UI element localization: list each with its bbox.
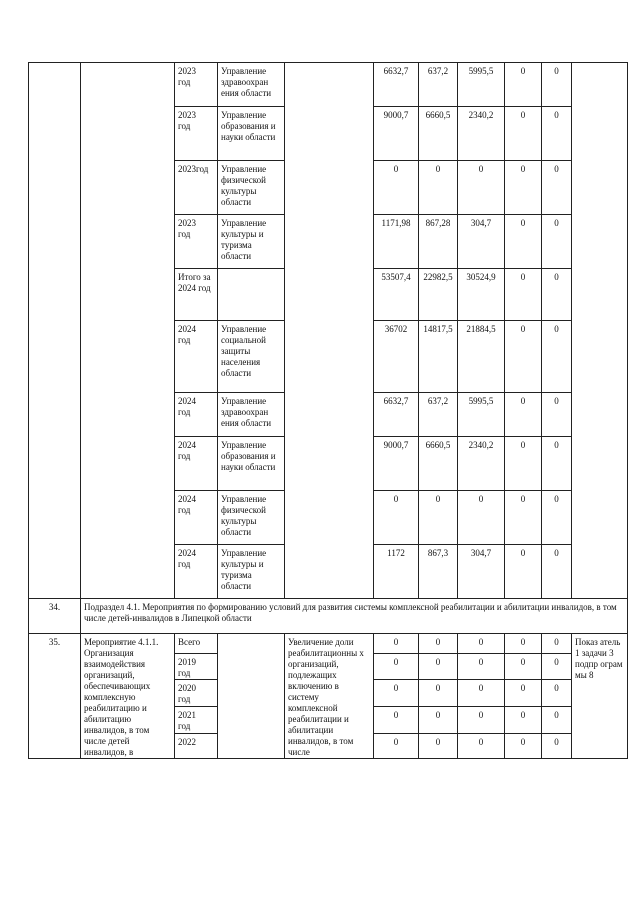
value-local: 0: [505, 634, 542, 654]
value-regional: 5995,5: [458, 393, 505, 437]
value-federal: 0: [419, 680, 458, 707]
value-total: 6632,7: [374, 63, 419, 107]
value-other: 0: [542, 393, 572, 437]
budget-table: [28, 62, 628, 759]
value-other: 0: [542, 107, 572, 161]
year-cell: 2023 год: [175, 63, 218, 107]
value-local: 0: [505, 107, 542, 161]
executor-cell: Управление социальной защиты населения области: [218, 321, 285, 393]
value-federal: 0: [419, 634, 458, 654]
section-title: Подраздел 4.1. Мероприятия по формированию условий для развития системы комплексной реабилитации и абилитации инвалидов, в том числе детей-инвалидов в Липецкой области: [81, 599, 628, 634]
value-federal: 0: [419, 653, 458, 680]
value-other: 0: [542, 63, 572, 107]
year-cell: 2019 год: [175, 653, 218, 680]
value-total: 6632,7: [374, 393, 419, 437]
value-total: 0: [374, 680, 419, 707]
executor-cell: Управление образования и науки области: [218, 107, 285, 161]
value-total: 0: [374, 734, 419, 759]
value-other: 0: [542, 545, 572, 599]
value-total: 0: [374, 161, 419, 215]
executor-cell: Управление культуры и туризма области: [218, 545, 285, 599]
year-cell: 2021 год: [175, 707, 218, 734]
value-local: 0: [505, 437, 542, 491]
value-other: 0: [542, 634, 572, 654]
value-regional: 304,7: [458, 215, 505, 269]
value-local: 0: [505, 545, 542, 599]
value-total: 1171,98: [374, 215, 419, 269]
table-row: [29, 63, 628, 107]
value-other: 0: [542, 491, 572, 545]
value-regional: 0: [458, 161, 505, 215]
table-row: [29, 634, 628, 654]
value-regional: 0: [458, 634, 505, 654]
year-cell: Всего: [175, 634, 218, 654]
value-regional: 0: [458, 653, 505, 680]
measure-cell: Мероприятие 4.1.1. Организация взаимодействия организаций, обеспечивающих комплексную реабилитацию и абилитацию инвалидов, в том числе детей инвалидов, в: [81, 634, 175, 759]
year-cell: 2020 год: [175, 680, 218, 707]
value-total: 9000,7: [374, 437, 419, 491]
value-local: 0: [505, 680, 542, 707]
value-total: 9000,7: [374, 107, 419, 161]
value-federal: 22982,5: [419, 269, 458, 321]
indicator-cell: [572, 63, 628, 599]
row-number-cell: [29, 63, 81, 599]
row-number: 34.: [29, 599, 81, 634]
year-cell: 2024 год: [175, 393, 218, 437]
value-federal: 0: [419, 161, 458, 215]
value-regional: 0: [458, 680, 505, 707]
year-cell: 2023 год: [175, 215, 218, 269]
value-local: 0: [505, 491, 542, 545]
value-regional: 0: [458, 491, 505, 545]
value-federal: 637,2: [419, 63, 458, 107]
year-cell: 2022: [175, 734, 218, 759]
value-regional: 304,7: [458, 545, 505, 599]
year-cell: 2024 год: [175, 437, 218, 491]
value-total: 0: [374, 653, 419, 680]
value-other: 0: [542, 215, 572, 269]
value-local: 0: [505, 63, 542, 107]
value-federal: 0: [419, 734, 458, 759]
value-regional: 2340,2: [458, 107, 505, 161]
value-local: 0: [505, 321, 542, 393]
executor-cell: [218, 269, 285, 321]
value-federal: 6660,5: [419, 107, 458, 161]
section-row: [29, 599, 628, 634]
value-other: 0: [542, 653, 572, 680]
value-regional: 21884,5: [458, 321, 505, 393]
year-cell: 2023год: [175, 161, 218, 215]
value-other: 0: [542, 269, 572, 321]
executor-cell: Управление здравоохран ения области: [218, 393, 285, 437]
executor-cell: Управление здравоохран ения области: [218, 63, 285, 107]
executor-cell: [218, 634, 285, 759]
value-other: 0: [542, 321, 572, 393]
executor-cell: Управление культуры и туризма области: [218, 215, 285, 269]
value-other: 0: [542, 707, 572, 734]
value-local: 0: [505, 707, 542, 734]
year-cell: Итого за 2024 год: [175, 269, 218, 321]
value-local: 0: [505, 161, 542, 215]
value-regional: 0: [458, 707, 505, 734]
value-federal: 867,28: [419, 215, 458, 269]
value-federal: 0: [419, 707, 458, 734]
value-total: 36702: [374, 321, 419, 393]
measure-cell: [81, 63, 175, 599]
value-local: 0: [505, 215, 542, 269]
row-number: 35.: [29, 634, 81, 759]
executor-cell: Управление образования и науки области: [218, 437, 285, 491]
executor-cell: Управление физической культуры области: [218, 491, 285, 545]
value-federal: 867,3: [419, 545, 458, 599]
result-cell: [285, 63, 374, 599]
year-cell: 2023 год: [175, 107, 218, 161]
value-total: 0: [374, 491, 419, 545]
value-other: 0: [542, 161, 572, 215]
value-other: 0: [542, 680, 572, 707]
value-total: 0: [374, 707, 419, 734]
indicator-cell: Показ атель 1 задачи 3 подпр ограм мы 8: [572, 634, 628, 759]
value-local: 0: [505, 269, 542, 321]
value-regional: 30524,9: [458, 269, 505, 321]
value-regional: 0: [458, 734, 505, 759]
value-local: 0: [505, 734, 542, 759]
value-federal: 6660,5: [419, 437, 458, 491]
value-total: 53507,4: [374, 269, 419, 321]
year-cell: 2024 год: [175, 491, 218, 545]
year-cell: 2024 год: [175, 321, 218, 393]
value-local: 0: [505, 653, 542, 680]
value-regional: 5995,5: [458, 63, 505, 107]
result-cell: Увеличение доли реабилитационны х организаций, подлежащих включению в систему комплексной реабилитации и абилитации инвалидов, в том числе: [285, 634, 374, 759]
value-federal: 14817,5: [419, 321, 458, 393]
value-total: 0: [374, 634, 419, 654]
value-regional: 2340,2: [458, 437, 505, 491]
value-local: 0: [505, 393, 542, 437]
year-cell: 2024 год: [175, 545, 218, 599]
value-federal: 0: [419, 491, 458, 545]
value-federal: 637,2: [419, 393, 458, 437]
executor-cell: Управление физической культуры области: [218, 161, 285, 215]
value-other: 0: [542, 437, 572, 491]
value-total: 1172: [374, 545, 419, 599]
value-other: 0: [542, 734, 572, 759]
